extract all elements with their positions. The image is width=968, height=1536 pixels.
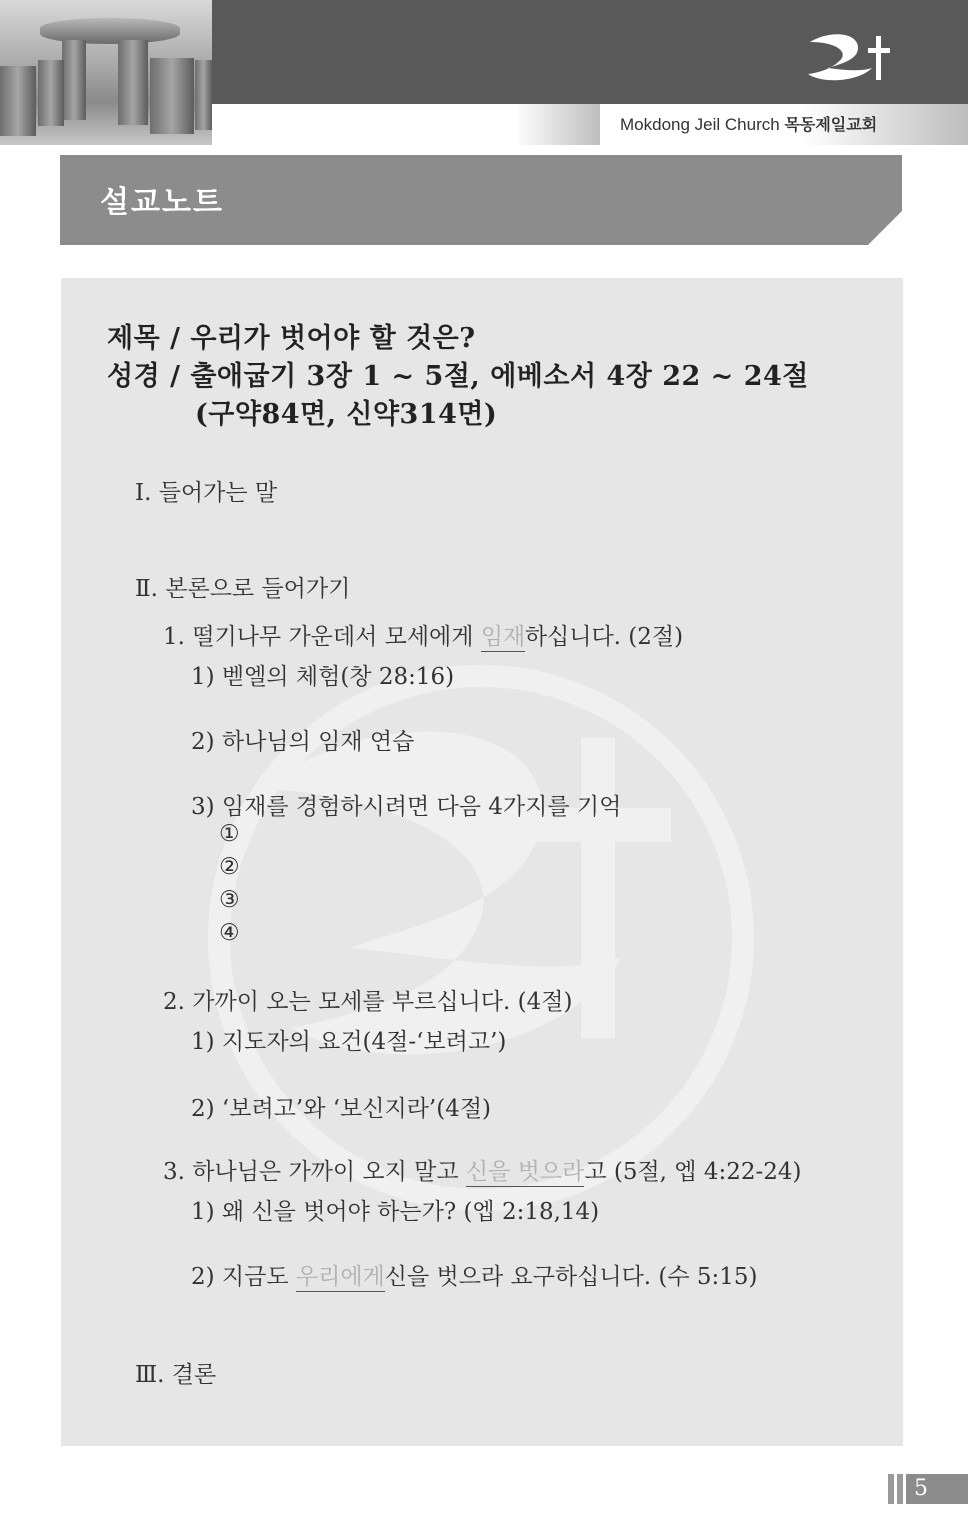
stone-table-top (40, 18, 180, 44)
circled-item-4: ④ (219, 920, 240, 946)
stump (195, 60, 212, 130)
point-1-sub-1: 1) 벧엘의 체험(창 28:16) (191, 664, 455, 690)
outline-body: Ⅱ. 본론으로 들어가기 (135, 576, 351, 602)
sermon-note-box (61, 278, 903, 1446)
outline-intro: Ⅰ. 들어가는 말 (135, 480, 278, 506)
sermon-title: 제목 / 우리가 벗어야 할 것은? (107, 323, 476, 354)
sermon-pages: (구약84면, 신약314면) (195, 399, 498, 430)
point-3-sub-2-text-b: 신을 벗으라 요구하십니다. (수 5:15) (384, 1264, 758, 1290)
outline-point-3 (163, 1153, 801, 1187)
point-3-sub-1: 1) 왜 신을 벗어야 하는가? (엡 2:18,14) (191, 1199, 600, 1225)
point-2-sub-2: 2) ‘보려고’와 ‘보신지라’(4절) (191, 1096, 492, 1122)
church-name (620, 112, 920, 140)
page-tab-stripe (897, 1474, 903, 1504)
sermon-scripture: 성경 / 출애굽기 3장 1 ~ 5절, 에베소서 4장 22 ~ 24절 (107, 361, 809, 392)
point-3-sub-2-blank: 우리에게 (296, 1258, 385, 1292)
point-1-blank: 임재 (481, 618, 525, 652)
folded-corner-icon (868, 211, 902, 245)
church-name-en: Mokdong Jeil Church (620, 115, 780, 134)
point-1-text-a: 1. 떨기나무 가운데서 모세에게 (163, 624, 481, 650)
church-name-ko: 목동제일교회 (784, 115, 878, 134)
point-3-sub-2 (191, 1258, 758, 1292)
church-logo-icon (800, 28, 895, 88)
circled-item-1: ① (219, 821, 240, 847)
stump (150, 58, 194, 134)
circled-item-2: ② (219, 854, 240, 880)
page-tab-stripe (888, 1474, 894, 1504)
outline-conclusion: Ⅲ. 결론 (135, 1362, 217, 1388)
point-1-sub-2: 2) 하나님의 임재 연습 (191, 729, 415, 755)
point-1-text-b: 하십니다. (2절) (524, 624, 684, 650)
header-photo (0, 0, 212, 145)
section-title: 설교노트 (100, 185, 224, 220)
stump (38, 60, 64, 126)
page-number: 5 (906, 1474, 968, 1504)
outline-point-1 (163, 618, 683, 652)
section-title-bar (60, 155, 902, 245)
point-2-sub-1: 1) 지도자의 요건(4절-‘보려고’) (191, 1029, 507, 1055)
circled-item-3: ③ (219, 887, 240, 913)
point-1-sub-3: 3) 임재를 경험하시려면 다음 4가지를 기억 (191, 794, 622, 820)
point-3-blank: 신을 벗으라 (466, 1153, 584, 1187)
point-3-text-a: 3. 하나님은 가까이 오지 말고 (163, 1159, 466, 1185)
outline-point-2: 2. 가까이 오는 모세를 부르십니다. (4절) (163, 989, 573, 1015)
point-3-text-b: 고 (5절, 엡 4:22-24) (584, 1159, 802, 1185)
point-3-sub-2-text-a: 2) 지금도 (191, 1264, 296, 1290)
table-leg (118, 40, 148, 125)
page-number-tab (888, 1474, 968, 1504)
stump (0, 66, 36, 136)
table-leg (62, 40, 86, 120)
